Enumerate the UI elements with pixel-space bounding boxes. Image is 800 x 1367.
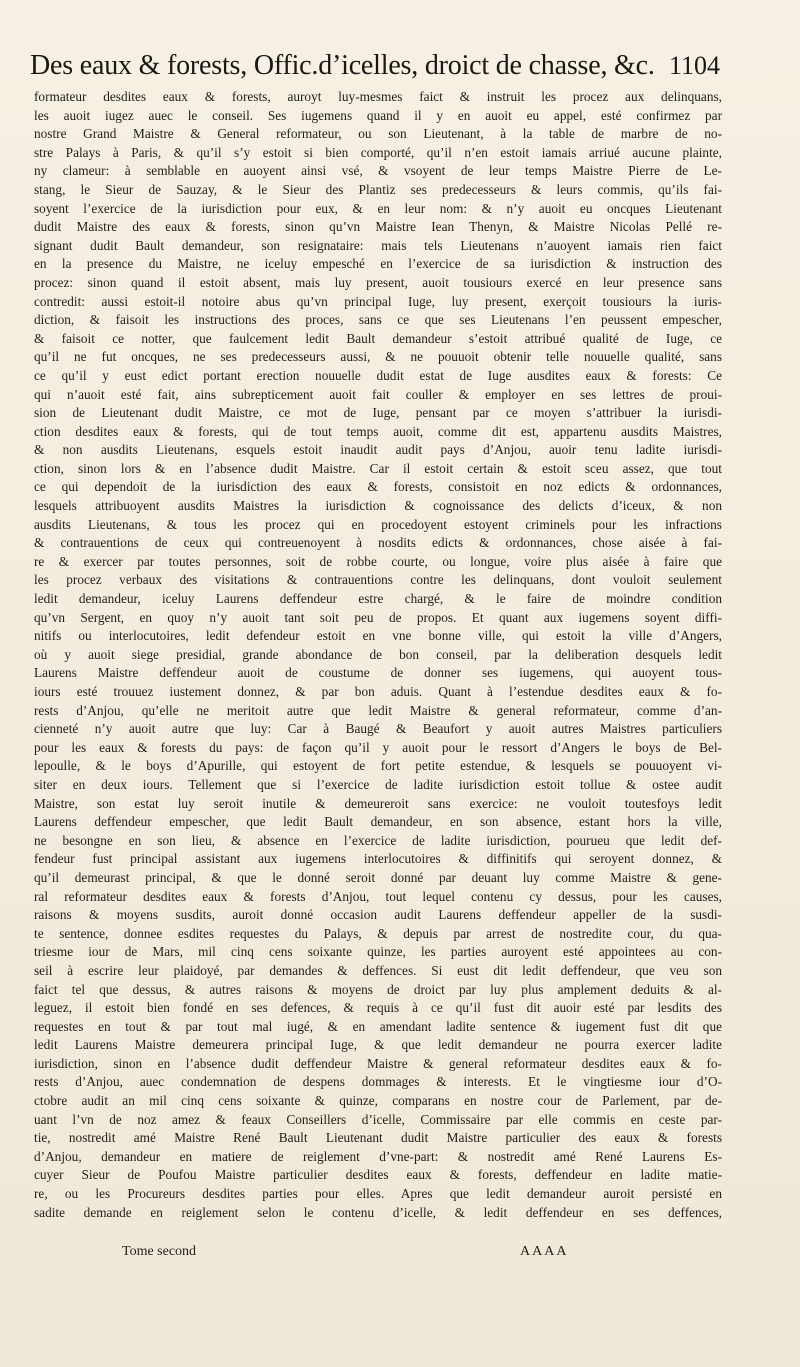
- text-line: en la presence du Maistre, ne iceluy empesché en l’exercice de sa iurisdiction & instruction des: [34, 256, 722, 272]
- text-line: ral reformateur desdites eaux & forests d’Anjou, tout lequel contenu cy dessus, pour les causes,: [34, 888, 722, 904]
- text-line: raisons & moyens susdits, auroit donné occasion audit Laurens deffendeur appeller de la susdi-: [34, 907, 722, 923]
- volume-label: Tome second: [122, 1244, 197, 1259]
- text-line: cuyer Sieur de Poufou Maistre particulier desdites eaux & forests, deffendeur en ladite matie-: [34, 1167, 722, 1183]
- text-line: sion de Lieutenant dudit Maistre, ce mot de Iuge, pensant par ce moyen s’attribuer la iurisdi-: [34, 405, 722, 421]
- text-line: où y auoit siege presidial, grande abondance de bon conseil, par la deliberation desquels ledit: [34, 646, 722, 662]
- text-line: ledit Laurens Maistre demeurera principal Iuge, & que ledit demandeur ne pourra exercer ladite: [34, 1037, 722, 1053]
- text-line: ction desdites eaux & forests, qui de tout temps auoit, comme dit est, appartenu ausdits Maistres,: [34, 423, 722, 439]
- text-line: Laurens deffendeur empescher, que ledit Bault demandeur, en son absence, estant hors la ville,: [34, 814, 722, 830]
- text-line: Maistre, son estat luy seroit inutile & demeureroit sans exercice: ne vouloit toutesfoys ledit: [34, 795, 722, 811]
- text-line: & faisoit ce notter, que faulcement ledit Bault demandeur s’estoit attribué qualité de Iuge, ce: [34, 330, 722, 346]
- text-line: qui n’auoit esté fait, ains subrepticement auoit fait couller & employer en ses lettres de proui-: [34, 386, 722, 402]
- text-line: ce qui dependoit de la iurisdiction des eaux & forests, consistoit en noz edicts & ordonnances,: [34, 479, 722, 495]
- text-line: signant dudit Bault demandeur, son resignataire: mais tels Lieutenans n’auoyent iamais rien faict: [34, 237, 722, 253]
- text-line: diction, & faisoit les instructions des proces, sans ce que ses Lieutenans l’en peussent empescher,: [34, 312, 722, 328]
- page-number: 1104: [668, 51, 720, 80]
- text-line: leguez, il estoit bien fondé en ses defences, & requis à ce qu’il fust dit auoir esté par lesdits des: [34, 1000, 722, 1016]
- text-line: rests d’Anjou, auec condemnation de despens dommages & interests. Et le vingtiesme iour d’O-: [34, 1074, 722, 1090]
- text-line: procez: sinon quand il estoit absent, mais luy present, auoit tousiours exercé en leur presence sans: [34, 274, 722, 290]
- text-line: formateur desdites eaux & forests, auroyt luy-mesmes faict & instruit les procez aux delinquans,: [34, 89, 722, 104]
- running-title: Des eaux & forests, Offic.d’icelles, droict de chasse, &c.: [30, 50, 655, 81]
- text-line: qu’il demeurast principal, & que le donné seroit donné par deuant luy comme Maistre & gene-: [34, 869, 722, 885]
- text-line: dudit Maistre des eaux & forests, sinon qu’vn Maistre Iean Thenyn, & Maistre Nicolas Pellé re-: [34, 219, 722, 235]
- text-line: requestes en tout & par tout mal iugé, & en amendant ladite sentence & iugement fust dit que: [34, 1018, 722, 1034]
- text-line: seil à escrire leur plaidoyé, par demandes & deffences. Si eust dit ledit deffendeur, que veu son: [34, 962, 722, 978]
- text-line: re & exercer par toutes personnes, soit de robbe courte, ou longue, voire plus aisée à faire que: [34, 553, 722, 569]
- text-line: ausdits Lieutenans, & tous les procez qui en procedoyent estoyent criminels pour les infractions: [34, 516, 722, 532]
- text-line: soyent l’exercice de la iurisdiction pour eux, & en leur nom: & n’y auoit eu oncques Lieutenant: [34, 200, 722, 216]
- text-line: iours esté trouuez iustement donnez, & par bon aduis. Quant à l’estendue desdites eaux & fo-: [34, 684, 722, 699]
- text-line: lesquels attribuoyent ausdits Maistres la iurisdiction & cognoissance des delicts d’iceux, & non: [34, 498, 722, 514]
- text-line: Laurens Maistre deffendeur auoit de coustume de donner ses iugemens, qui auoyent tous-: [34, 665, 722, 681]
- text-line: tie, nostredit amé Maistre René Bault Lieutenant dudit Maistre particulier des eaux & forests: [34, 1130, 722, 1146]
- body-text: [34, 88, 722, 1222]
- text-line: lepoulle, & le boys d’Apurille, qui estoyent de fort petite estendue, & lesquels se pouuoyent vi-: [34, 758, 722, 774]
- text-line: ne besongne en son lieu, & absence en l’exercice de ladite iurisdiction, pourueu que ledit def-: [34, 832, 722, 848]
- text-line: fendeur fust principal assistant aux iugemens interlocutoires & diffinitifs qui seroyent donnez, &: [34, 851, 722, 867]
- text-line: siter en deux iours. Tellement que si l’exercice de ladite iurisdiction estoit tollue & ostee audit: [34, 776, 722, 792]
- text-line: ce qu’il y eust edict portant erection nouuelle dudit estat de Iuge ausdites eaux & forests: Ce: [34, 367, 722, 383]
- text-line: ny clameur: à semblable en auoyent ainsi vsé, & vsoyent de leur temps Maistre Pierre de Le-: [34, 163, 722, 179]
- text-line: & non ausdits Lieutenans, esquels estoit inaudit audit pays d’Anjou, auoir tenu ladite iurisdi-: [34, 442, 722, 458]
- text-line: qu’vn Sergent, en quoy n’y auoit tant soit peu de propos. Et quant aux iugemens soyent diffi-: [34, 609, 722, 625]
- text-line: re, ou les Procureurs desdites parties pour elles. Apres que ledit demandeur auroit persisté en: [34, 1186, 722, 1202]
- text-line: iurisdiction, sinon en l’absence dudit deffendeur Maistre & general reformateur desdites eaux & fo-: [34, 1055, 722, 1071]
- text-line: stang, le Sieur de Sauzay, & le Sieur des Plantiz ses predecesseurs & leurs commis, qu’ils fai-: [34, 181, 722, 197]
- page-header: [30, 50, 720, 82]
- signature-mark: AAAA: [520, 1244, 569, 1259]
- text-line: pour les eaux & forests du pays: de façon qu’il y auoit pour le ressort d’Angers le boys de Bel-: [34, 739, 722, 755]
- text-line: contredit: aussi estoit-il notoire abus qu’vn principal Iuge, luy present, exerçoit tousiours la iuris-: [34, 293, 722, 309]
- text-line: stre Palays à Paris, & qu’il s’y estoit si bien comporté, qu’il n’en estoit iamais arriué aucune plainte,: [34, 144, 722, 160]
- text-line: ction, sinon lors & en l’absence dudit Maistre. Car il estoit certain & estoit sceu assez, que tout: [34, 460, 722, 476]
- text-line: nitifs ou interlocutoires, ledit defendeur estoit en vne bonne ville, qui estoit la ville d’Angers,: [34, 628, 722, 644]
- text-line: sadite demande en reiglement selon le contenu d’icelle, & ledit deffendeur en ses deffences,: [34, 1204, 722, 1220]
- text-line: faict tel que dessus, & autres raisons & moyens de droict par luy plus amplement deduits & al-: [34, 981, 722, 997]
- text-line: qu’il ne fut oncques, ne ses predecesseurs aussi, & ne pouuoit obtenir telle nouuelle qualité, sans: [34, 349, 722, 365]
- text-line: ctobre audit an mil cinq cens soixante & quinze, comparans en nostre cour de Parlement, par de-: [34, 1093, 722, 1109]
- text-line: les auoit iugez auec le conseil. Ses iugemens quand il y en auoit eu appel, esté confirmez par: [34, 107, 722, 123]
- text-line: d’Anjou, demandeur en matiere de reiglement d’vne-part: & nostredit amé René Laurens Es-: [34, 1148, 722, 1164]
- text-line: te sentence, donnee esdites requestes du Palays, & depuis par arrest de nostredite cour, du qua-: [34, 925, 722, 941]
- text-line: triesme iour de Mars, mil cinq cens soixante quinze, les parties auroyent esté appointees au con-: [34, 944, 722, 960]
- text-line: rests d’Anjou, qu’elle ne meritoit autre que ledit Maistre & general reformateur, comme d’an-: [34, 702, 722, 718]
- text-line: cienneté n’y auoit autre que luy: Car à Baugé & Beaufort y auoit autres Maistres particuliers: [34, 721, 722, 737]
- text-line: uant l’vn de noz amez & feaux Conseillers d’icelle, Commissaire par elle commis en ceste par-: [34, 1111, 722, 1127]
- text-line: les procez verbaux des visitations & contrauentions contre les delinquans, dont vouloit seulement: [34, 572, 722, 588]
- text-line: nostre Grand Maistre & General reformateur, ou son Lieutenant, à la table de marbre de no-: [34, 126, 722, 142]
- text-line: & contrauentions de ceux qui contreuenoyent à nosdits edicts & ordonnances, chose aisée à fai-: [34, 535, 722, 551]
- text-line: ledit demandeur, iceluy Laurens deffendeur estre chargé, & le faire de moindre condition: [34, 591, 722, 607]
